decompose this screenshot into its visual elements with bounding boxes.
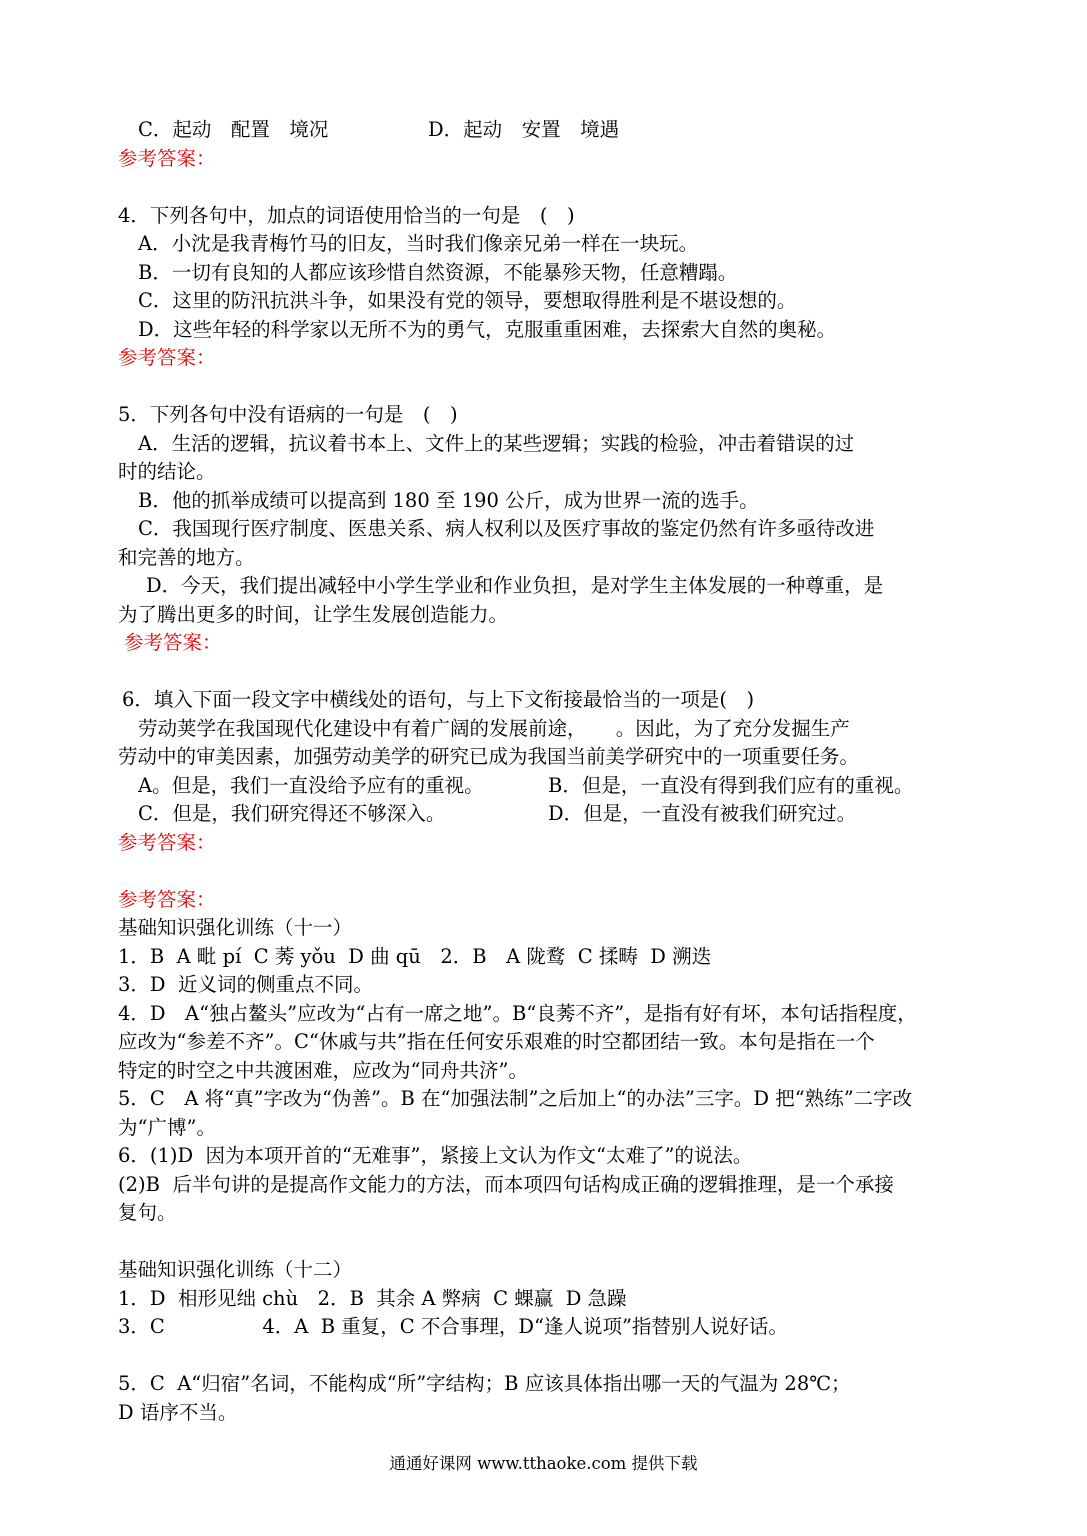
q5-answer-label: 参考答案：: [124, 631, 222, 654]
q6-option-c: C．但是，我们研究得还不够深入。: [138, 802, 446, 825]
q5-option-b: B．他的抓举成绩可以提高到 180 至 190 公斤，成为世界一流的选手。: [138, 488, 759, 512]
q6-options-row1: [118, 772, 973, 801]
set11-line: (2)B 后半句讲的是提高作文能力的方法，而本项四句话构成正确的逻辑推理，是一个承接: [118, 1172, 894, 1196]
q6-passage-line1: 劳动荚学在我国现代化建设中有着广阔的发展前途， 。因此，为了充分发掘生产: [138, 716, 850, 740]
q3-option-c: C．起动 配置 境况: [138, 118, 329, 141]
document-body: [118, 116, 973, 1427]
set11-line: 特定的时空之中共渡困难，应改为“同舟共济”。: [118, 1058, 528, 1082]
set11-title: 基础知识强化训练（十一）: [118, 916, 353, 939]
q6-answer-label: 参考答案：: [118, 830, 216, 854]
q5-option-d-line1: D．今天，我们提出减轻中小学生学业和作业负担，是对学生主体发展的一种尊重，是: [146, 574, 884, 597]
q4-answer-label: 参考答案：: [118, 346, 216, 369]
q5-option-c-line1: C．我国现行医疗制度、医患关系、病人权利以及医疗事故的鉴定仍然有许多亟待改进: [138, 517, 875, 540]
set11-line: 4．D A“独占鳌头”应改为“占有一席之地”。B“良莠不齐”，是指有好有坏，本句话指程度，: [118, 1001, 917, 1025]
set11-line: 5．C A 将“真”字改为“伪善”。B 在“加强法制”之后加上“的办法”三字。D 把“熟练”二字改: [118, 1087, 913, 1110]
q6-stem: 6．填入下面一段文字中横线处的语句，与上下文衔接最恰当的一项是( ): [122, 688, 755, 711]
set11-line: 6．(1)D 因为本项开首的“无难事”，紧接上文认为作文“太难了”的说法。: [118, 1144, 753, 1167]
set12-line: D 语序不当。: [118, 1400, 238, 1424]
set11-line: 应改为“参差不齐”。C“休戚与共”指在任何安乐艰难的时空都团结一致。本句是指在一个: [118, 1030, 875, 1053]
set12-line: 1．D 相形见绌 chù 2．B 其余 A 弊病 C 蜾赢 D 急躁: [118, 1286, 627, 1310]
q5-option-d-line2: 为了腾出更多的时间，让学生发展创造能力。: [118, 602, 509, 626]
q5-stem: 5．下列各句中没有语病的一句是 ( ): [118, 403, 458, 426]
set11-line: 1．B A 毗 pí C 莠 yǒu D 曲 qū 2．B A 陇鹜 C 揉畴 D 溯迭: [118, 944, 712, 968]
set11-line: 为“广博”。: [118, 1115, 216, 1139]
q6-option-d: D．但是，一直没有被我们研究过。: [548, 802, 857, 825]
q4-option-d: D．这些年轻的科学家以无所不为的勇气，克服重重困难，去探索大自然的奥秘。: [138, 317, 837, 341]
page-footer: 通通好课网 www.tthaoke.com 提供下载: [389, 1454, 698, 1473]
q6-option-b: B．但是，一直没有得到我们应有的重视。: [548, 773, 914, 797]
q5-option-a-line2: 时的结论。: [118, 460, 216, 483]
set12-line: 3．C 4．A B 重复，C 不合事理，D“逢人说项”指替别人说好话。: [118, 1315, 788, 1338]
q6-passage-line2: 劳动中的审美因素，加强劳动美学的研究已成为我国当前美学研究中的一项重要任务。: [118, 745, 860, 768]
q6-options-row2: [118, 800, 973, 829]
q4-option-c: C．这里的防汛抗洪斗争，如果没有党的领导，要想取得胜利是不堪设想的。: [138, 289, 797, 312]
q5-option-c-line2: 和完善的地方。: [118, 545, 255, 569]
q3-option-d: D．起动 安置 境遇: [428, 118, 620, 141]
set12-title: 基础知识强化训练（十二）: [118, 1258, 353, 1281]
q3-options-row: [118, 116, 973, 145]
q4-option-b: B．一切有良知的人都应该珍惜自然资源，不能暴殄天物，任意糟蹋。: [138, 260, 738, 284]
set12-line: 5．C A“归宿”名词，不能构成“所”字结构；B 应该具体指出哪一天的气温为 28℃；: [118, 1372, 851, 1395]
q5-option-a-line1: A．生活的逻辑，抗议着书本上、文件上的某些逻辑；实践的检验，冲击着错误的过: [138, 431, 855, 455]
q4-stem: 4．下列各句中，加点的词语使用恰当的一句是 ( ): [118, 203, 575, 227]
set11-line: 复句。: [118, 1201, 177, 1224]
set11-line: 3．D 近义词的侧重点不同。: [118, 973, 373, 996]
q6-option-a: A。但是，我们一直没给予应有的重视。: [138, 773, 484, 797]
q3-answer-label: 参考答案：: [118, 146, 216, 170]
q4-option-a: A．小沈是我青梅竹马的旧友，当时我们像亲兄弟一样在一块玩。: [138, 232, 699, 255]
answers-heading: 参考答案：: [118, 887, 216, 911]
